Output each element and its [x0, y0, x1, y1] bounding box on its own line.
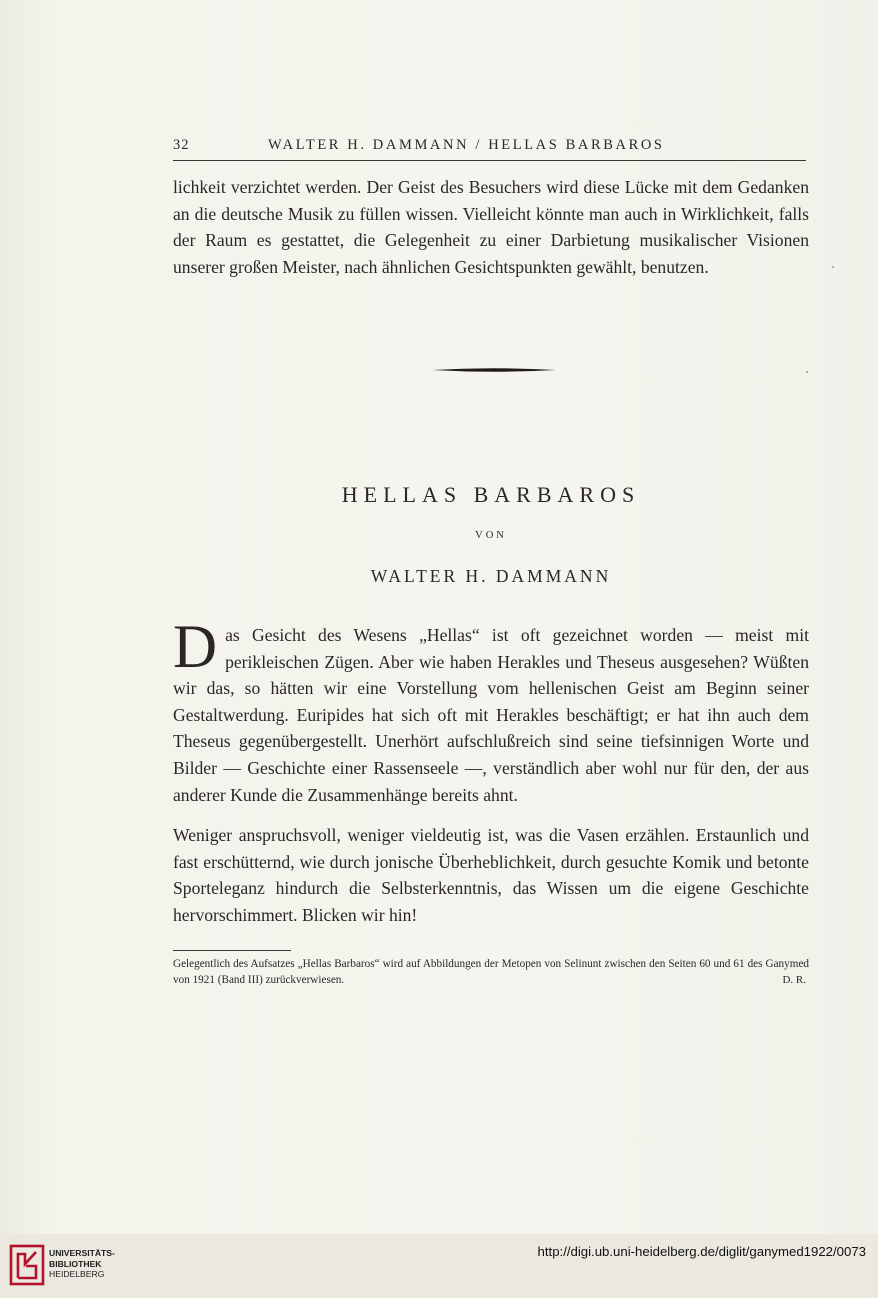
library-name-line-2: BIBLIOTHEK: [49, 1258, 102, 1269]
article-title: HELLAS BARBAROS: [341, 482, 641, 507]
library-name[interactable]: [49, 1248, 115, 1280]
library-name-line-1: UNIVERSITÄTS-: [49, 1248, 115, 1258]
running-head-title: WALTER H. DAMMANN / HELLAS BARBAROS: [268, 137, 665, 153]
footnote-initials: D. R.: [782, 974, 806, 986]
running-head: [173, 137, 806, 159]
article-author: WALTER H. DAMMANN: [370, 566, 612, 586]
drop-cap: D: [173, 614, 218, 681]
paper-speck: [806, 371, 808, 373]
footnote-text: Gelegentlich des Aufsatzes „Hellas Barbaros“ wird auf Abbildungen der Metopen von Selinunt zwischen den Seiten 60 und 61 des Ganymed von 1921 (Band III) zurückverwiesen.: [173, 958, 809, 986]
paragraph-1: lichkeit verzichtet werden. Der Geist des Besuchers wird diese Lücke mit dem Gedanken an die deutsche Musik zu füllen wissen. Vielleicht könnte man auch in Wirklichkeit, falls der Raum es gestattet, die Gelegenheit zu einer Darbietung musikalischer Visionen unserer großen Meister, nach ähnlichen Gesichtspunkten gewählt, benutzen.: [173, 177, 809, 277]
footnote-rule: [173, 950, 291, 951]
paragraph-2-text: as Gesicht des Wesens „Hellas“ ist oft gezeichnet worden — meist mit perikleischen Zügen. Aber wie haben Herakles und Theseus ausgesehen? Wüßten wir das, so hätten wir eine Vorstellung vom hellenischen Geist am Beginn seiner Gestaltwerdung. Euripides hat sich oft mit Herakles beschäftigt; er hat ihn auch dem Theseus gegenübergestellt. Unerhört aufschlußreich sind seine tiefsinnigen Worte und Bilder — Geschichte einer Rassenseele —, verständlich aber wohl nur für den, der aus anderer Kunde die Zusammenhänge bereits ahnt.: [173, 625, 809, 805]
paragraph-3: Weniger anspruchsvoll, weniger vieldeutig ist, was die Vasen erzählen. Erstaunlich und fast erschütternd, wie durch jonische Überheblichkeit, durch gesuchte Komik und betonte Sporteleganz hindurch die Selbsterkenntnis, das Wissen um die eigene Geschichte hervorschimmert. Blicken wir hin!: [173, 825, 809, 925]
library-logo-icon[interactable]: [9, 1244, 45, 1286]
header-rule: [173, 160, 806, 161]
library-name-line-3: HEIDELBERG: [49, 1269, 105, 1279]
section-divider-ornament: [432, 366, 556, 374]
article-byline-von: VON: [475, 530, 507, 541]
source-url-link[interactable]: http://digi.ub.uni-heidelberg.de/diglit/ganymed1922/0073: [537, 1244, 866, 1259]
paper-speck: [832, 266, 834, 268]
page-number: 32: [173, 137, 190, 153]
footnote: [173, 956, 809, 988]
paragraph-2: [173, 614, 809, 808]
